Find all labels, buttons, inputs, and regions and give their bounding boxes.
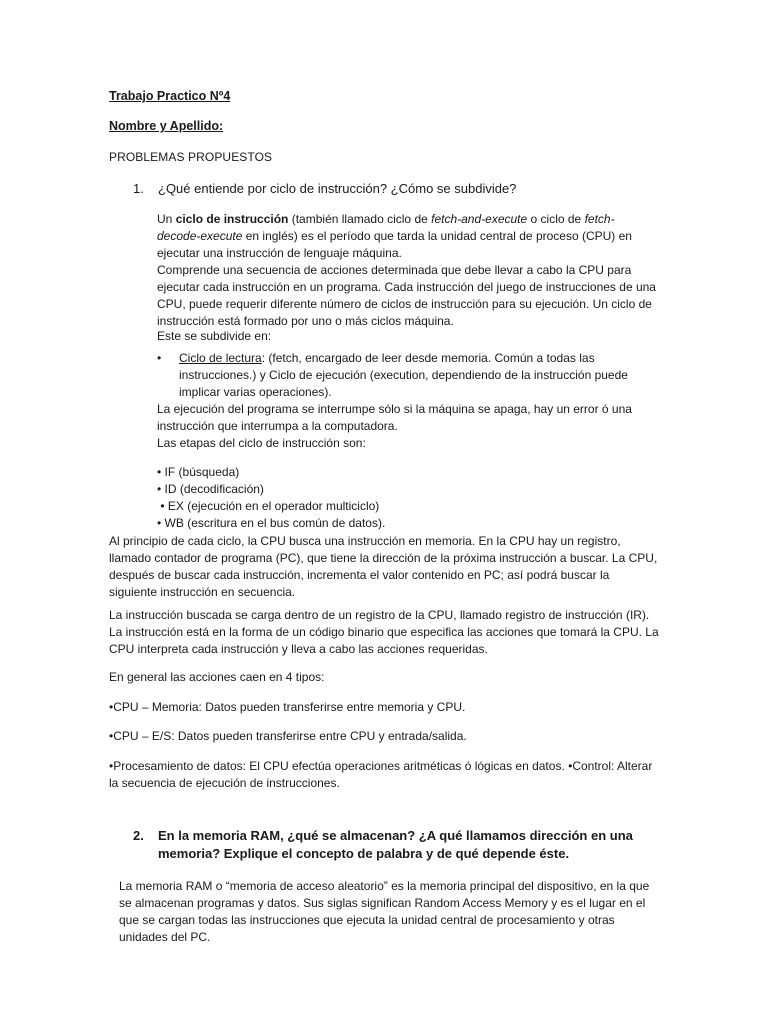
question-1-number: 1. (133, 181, 144, 196)
name-label: Nombre y Apellido: (109, 119, 224, 133)
bullet-icon: • (157, 351, 162, 365)
q1-paragraph-subdivide: Este se subdivide en: (157, 329, 272, 343)
stage-item: • IF (búsqueda) (157, 465, 240, 479)
q1-paragraph-fetch: Al principio de cada ciclo, la CPU busca una instrucción en memoria. En la CPU hay un registro, llamado contador de programa (PC), que tiene la dirección de la próxima instrucción a buscar. La CPU, después de buscar cada instrucción, incrementa el valor contenido en PC; así podrá buscar la siguiente instrucción en secuencia. (109, 534, 658, 599)
q1-paragraph-action-types: En general las acciones caen en 4 tipos: (109, 670, 325, 684)
question-2-text: En la memoria RAM, ¿qué se almacenan? ¿A qué llamamos dirección en una memoria? Explique el concepto de palabra y de qué depende éste. (158, 828, 633, 861)
action-type-item: •CPU – E/S: Datos pueden transferirse entre CPU y entrada/salida. (109, 729, 467, 743)
section-heading: PROBLEMAS PROPUESTOS (109, 150, 273, 164)
document-title: Trabajo Practico Nº4 (109, 89, 231, 103)
q2-paragraph-ram: La memoria RAM o “memoria de acceso aleatorio” es la memoria principal del dispositivo, en la que se almacenan programas y datos. Sus siglas significan Random Access Memory y es el lugar en el que se cargan todas las instrucciones que ejecuta la unidad central de procesamiento y otras unidades del PC. (119, 879, 650, 944)
question-1-text: ¿Qué entiende por ciclo de instrucción? ¿Cómo se subdivide? (158, 181, 517, 196)
question-1 (133, 180, 693, 198)
action-type-item: •Procesamiento de datos: El CPU efectúa operaciones aritméticas ó lógicas en datos. •Control: Alterar la secuencia de ejecución de instrucciones. (109, 759, 653, 790)
stage-item: • EX (ejecución en el operador multiciclo) (157, 499, 380, 513)
q1-paragraph-sequence: Comprende una secuencia de acciones determinada que debe llevar a cabo la CPU para ejecutar cada instrucción en un programa. Cada instrucción del juego de instrucciones de una CPU, puede requerir diferente número de ciclos de instrucción para su ejecución. Un ciclo de instrucción está formado por uno o más ciclos máquina. (157, 263, 656, 328)
q1-paragraph-stages-intro: Las etapas del ciclo de instrucción son: (157, 436, 366, 450)
q1-bullet-item: Ciclo de lectura: (fetch, encargado de leer desde memoria. Común a todas las instrucciones.) y Ciclo de ejecución (execution, dependiendo de la instrucción puede implicar varias operaciones). (179, 351, 628, 399)
question-2-number: 2. (133, 828, 144, 843)
q1-paragraph-definition: Un ciclo de instrucción (también llamado ciclo de fetch-and-execute o ciclo de fetch-decode-execute en inglés) es el período que tarda la unidad central de proceso (CPU) en ejecutar una instrucción de lenguaje máquina. (157, 212, 632, 260)
stage-item: • ID (decodificación) (157, 482, 264, 496)
q1-paragraph-register: La instrucción buscada se carga dentro de un registro de la CPU, llamado registro de instrucción (IR). La instrucción está en la forma de un código binario que especifica las acciones que tomará la CPU. La CPU interpreta cada instrucción y lleva a cabo las acciones requeridas. (109, 608, 659, 656)
action-type-item: •CPU – Memoria: Datos pueden transferirse entre memoria y CPU. (109, 700, 466, 714)
q1-paragraph-interrupt: La ejecución del programa se interrumpe sólo si la máquina se apaga, hay un error ó una instrucción que interrumpa a la computadora. (157, 402, 632, 433)
stage-item: • WB (escritura en el bus común de datos). (157, 516, 386, 530)
question-2 (133, 827, 693, 863)
